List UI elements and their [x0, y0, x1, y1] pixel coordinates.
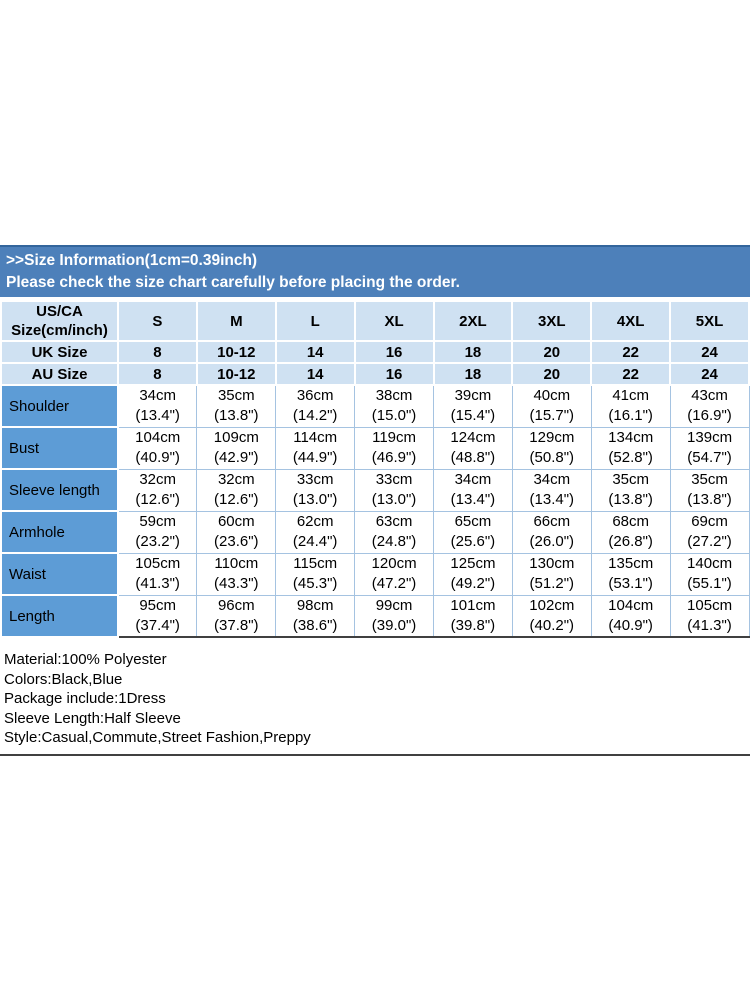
- measurement-cell: [355, 469, 434, 511]
- uk-size-label: UK Size: [1, 341, 118, 363]
- measurement-cm: 36cm: [296, 387, 334, 405]
- au-size-value: 20: [512, 363, 591, 385]
- measurement-inch: (26.0"): [529, 533, 575, 550]
- measurement-cm: 140cm: [687, 555, 733, 572]
- measurement-label: Shoulder: [1, 385, 118, 427]
- measurement-cell: [670, 427, 749, 469]
- measurement-inch: (16.9"): [687, 407, 732, 425]
- measurement-inch: (13.8"): [608, 491, 653, 508]
- measurement-cm: 124cm: [450, 429, 496, 446]
- measurement-inch: (50.8"): [529, 449, 575, 466]
- measurement-inch: (52.8"): [608, 449, 653, 466]
- measurement-cell: [591, 385, 670, 427]
- measurement-inch: (13.8"): [687, 491, 732, 508]
- size-column-header: 4XL: [591, 301, 670, 341]
- uk-size-value: 8: [118, 341, 197, 363]
- measurement-cell: [118, 595, 197, 637]
- measurement-cell: [118, 511, 197, 553]
- product-details: [0, 650, 750, 748]
- measurement-cm: 60cm: [217, 513, 255, 530]
- size-column-header: XL: [355, 301, 434, 341]
- measurement-inch: (53.1"): [608, 575, 653, 592]
- measurement-cell: [434, 595, 513, 637]
- detail-line: Style:Casual,Commute,Street Fashion,Preppy: [4, 729, 311, 746]
- measurement-cm: 129cm: [529, 429, 575, 446]
- measurement-cell: [670, 553, 749, 595]
- measurement-label: Bust: [1, 427, 118, 469]
- measurement-cm: 59cm: [139, 513, 177, 530]
- measurement-cm: 33cm: [296, 471, 334, 488]
- measurement-inch: (14.2"): [292, 407, 338, 425]
- measurement-inch: (13.0"): [292, 491, 338, 508]
- measurement-cell: [434, 553, 513, 595]
- measurement-inch: (38.6"): [292, 616, 338, 634]
- measurement-cell: [670, 595, 749, 637]
- uk-size-row: [1, 341, 749, 363]
- measurement-cm: 96cm: [217, 596, 255, 614]
- uk-size-value: 14: [276, 341, 355, 363]
- au-size-value: 16: [355, 363, 434, 385]
- measurement-cm: 104cm: [608, 596, 654, 614]
- measurement-inch: (37.4"): [135, 616, 180, 634]
- measurement-label: Armhole: [1, 511, 118, 553]
- detail-line: Colors:Black,Blue: [4, 670, 123, 688]
- usca-size-header-cell: [1, 301, 118, 341]
- measurement-cell: [591, 427, 670, 469]
- measurement-row: [1, 385, 749, 427]
- measurement-cm: 34cm: [139, 387, 177, 405]
- size-column-header: S: [118, 301, 197, 341]
- measurement-cm: 139cm: [687, 429, 733, 446]
- measurement-inch: (24.8"): [371, 533, 417, 550]
- measurement-cell: [512, 385, 591, 427]
- measurement-cm: 105cm: [687, 596, 733, 614]
- uk-size-value: 24: [670, 341, 749, 363]
- au-size-value: 10-12: [197, 363, 276, 385]
- measurement-cell: [512, 553, 591, 595]
- measurement-cell: [276, 469, 355, 511]
- uk-size-value: 18: [434, 341, 513, 363]
- measurement-inch: (23.2"): [135, 533, 180, 550]
- measurement-cell: [276, 595, 355, 637]
- measurement-inch: (40.9"): [608, 616, 653, 634]
- measurement-cell: [355, 511, 434, 553]
- measurement-cell: [591, 469, 670, 511]
- measurement-cm: 95cm: [139, 596, 177, 614]
- size-header-row: [1, 301, 749, 341]
- measurement-inch: (13.4"): [450, 491, 496, 508]
- measurement-inch: (13.0"): [371, 491, 417, 508]
- measurement-inch: (25.6"): [450, 533, 496, 550]
- measurement-cm: 35cm: [217, 387, 255, 405]
- measurement-inch: (41.3"): [687, 616, 732, 634]
- measurement-cell: [197, 595, 276, 637]
- measurement-cell: [591, 511, 670, 553]
- measurement-cm: 63cm: [375, 513, 413, 530]
- au-size-label: AU Size: [1, 363, 118, 385]
- measurement-cell: [118, 553, 197, 595]
- au-size-value: 18: [434, 363, 513, 385]
- measurement-cm: 134cm: [608, 429, 654, 446]
- measurement-inch: (16.1"): [608, 407, 653, 425]
- measurement-cm: 98cm: [296, 596, 334, 614]
- measurement-cell: [197, 427, 276, 469]
- measurement-cm: 135cm: [608, 555, 654, 572]
- measurement-cm: 120cm: [371, 555, 417, 572]
- measurement-cm: 65cm: [454, 513, 492, 530]
- measurement-inch: (44.9"): [292, 449, 338, 466]
- measurement-cell: [434, 427, 513, 469]
- measurement-inch: (37.8"): [214, 616, 259, 634]
- size-column-header: 5XL: [670, 301, 749, 341]
- measurement-cm: 68cm: [612, 513, 650, 530]
- measurement-cell: [197, 511, 276, 553]
- measurement-inch: (12.6"): [135, 491, 180, 508]
- measurement-inch: (13.4"): [529, 491, 575, 508]
- measurement-cell: [118, 469, 197, 511]
- measurement-cell: [276, 385, 355, 427]
- measurement-cell: [670, 511, 749, 553]
- measurement-cm: 39cm: [454, 387, 492, 405]
- measurement-cell: [197, 553, 276, 595]
- measurement-inch: (40.2"): [529, 616, 575, 634]
- measurement-cell: [355, 553, 434, 595]
- size-column-header: L: [276, 301, 355, 341]
- measurement-cell: [434, 469, 513, 511]
- uk-size-value: 16: [355, 341, 434, 363]
- au-size-value: 22: [591, 363, 670, 385]
- measurement-inch: (48.8"): [450, 449, 496, 466]
- measurement-cell: [512, 595, 591, 637]
- measurement-cm: 34cm: [454, 471, 492, 488]
- measurement-cell: [355, 595, 434, 637]
- measurement-cell: [591, 553, 670, 595]
- banner-title: >>Size Information(1cm=0.39inch): [6, 252, 258, 269]
- measurement-row: [1, 595, 749, 637]
- measurement-inch: (43.3"): [214, 575, 259, 592]
- measurement-cm: 43cm: [691, 387, 728, 405]
- measurement-inch: (55.1"): [687, 575, 732, 592]
- measurement-inch: (13.8"): [214, 407, 259, 425]
- measurement-row: [1, 469, 749, 511]
- measurement-cm: 104cm: [135, 429, 181, 446]
- measurement-inch: (12.6"): [214, 491, 259, 508]
- measurement-cm: 105cm: [135, 555, 181, 572]
- measurement-cell: [118, 385, 197, 427]
- measurement-cell: [670, 469, 749, 511]
- detail-line: Sleeve Length:Half Sleeve: [4, 709, 181, 727]
- uk-size-value: 20: [512, 341, 591, 363]
- measurement-cm: 114cm: [293, 429, 338, 446]
- measurement-inch: (54.7"): [687, 449, 732, 466]
- measurement-cell: [197, 385, 276, 427]
- measurement-inch: (46.9"): [371, 449, 417, 466]
- measurement-inch: (39.8"): [450, 616, 496, 634]
- measurement-label: Length: [1, 595, 118, 637]
- measurement-row: [1, 553, 749, 595]
- usca-size-line1: US/CA: [36, 303, 83, 320]
- measurement-cell: [276, 511, 355, 553]
- measurement-cm: 35cm: [691, 471, 728, 488]
- measurement-cm: 101cm: [450, 596, 496, 614]
- measurement-cm: 32cm: [217, 471, 255, 488]
- measurement-cm: 109cm: [213, 429, 259, 446]
- uk-size-value: 22: [591, 341, 670, 363]
- measurement-cell: [512, 427, 591, 469]
- measurement-inch: (47.2"): [371, 575, 417, 592]
- uk-size-value: 10-12: [197, 341, 276, 363]
- measurement-cm: 115cm: [293, 555, 338, 572]
- measurement-cm: 33cm: [375, 471, 413, 488]
- measurement-inch: (49.2"): [450, 575, 496, 592]
- measurement-cm: 35cm: [612, 471, 650, 488]
- measurement-cell: [197, 469, 276, 511]
- au-size-value: 14: [276, 363, 355, 385]
- measurement-cm: 69cm: [691, 513, 728, 530]
- measurement-inch: (15.7"): [529, 407, 575, 425]
- measurement-row: [1, 511, 749, 553]
- measurement-inch: (15.4"): [450, 407, 496, 425]
- au-size-row: [1, 363, 749, 385]
- measurement-cm: 41cm: [612, 387, 650, 405]
- bottom-divider: [0, 754, 750, 756]
- measurement-cell: [276, 427, 355, 469]
- size-table: [0, 300, 750, 638]
- measurement-inch: (45.3"): [292, 575, 338, 592]
- measurement-row: [1, 427, 749, 469]
- measurement-cm: 99cm: [375, 596, 413, 614]
- detail-line: Package include:1Dress: [4, 690, 166, 707]
- measurement-cell: [591, 595, 670, 637]
- measurement-inch: (13.4"): [135, 407, 180, 425]
- measurement-cm: 40cm: [533, 387, 571, 405]
- measurement-inch: (42.9"): [214, 449, 259, 466]
- measurement-inch: (51.2"): [529, 575, 575, 592]
- size-column-header: 3XL: [512, 301, 591, 341]
- measurement-inch: (26.8"): [608, 533, 653, 550]
- measurement-inch: (40.9"): [135, 449, 180, 466]
- measurement-cm: 34cm: [533, 471, 571, 488]
- size-info-banner: [0, 245, 750, 297]
- size-column-header: M: [197, 301, 276, 341]
- measurement-cell: [355, 427, 434, 469]
- measurement-cell: [670, 385, 749, 427]
- measurement-cm: 38cm: [375, 387, 413, 405]
- measurement-inch: (24.4"): [292, 533, 338, 550]
- measurement-label: Waist: [1, 553, 118, 595]
- measurement-cell: [434, 385, 513, 427]
- measurement-cell: [512, 511, 591, 553]
- detail-line: Material:100% Polyester: [4, 651, 167, 668]
- au-size-value: 8: [118, 363, 197, 385]
- measurement-inch: (27.2"): [687, 533, 732, 550]
- measurement-cell: [355, 385, 434, 427]
- measurement-cm: 125cm: [450, 555, 496, 572]
- measurement-cell: [276, 553, 355, 595]
- measurement-inch: (15.0"): [371, 407, 417, 425]
- measurement-inch: (23.6"): [214, 533, 259, 550]
- measurement-label: Sleeve length: [1, 469, 118, 511]
- measurement-inch: (41.3"): [135, 575, 180, 592]
- usca-size-line2: Size(cm/inch): [11, 322, 108, 339]
- au-size-value: 24: [670, 363, 749, 385]
- measurement-cm: 62cm: [296, 513, 334, 530]
- size-column-header: 2XL: [434, 301, 513, 341]
- measurement-inch: (39.0"): [371, 616, 417, 634]
- measurement-cell: [118, 427, 197, 469]
- measurement-cell: [434, 511, 513, 553]
- measurement-cm: 102cm: [529, 596, 575, 614]
- top-whitespace: [0, 0, 750, 245]
- measurement-cell: [512, 469, 591, 511]
- measurement-cm: 119cm: [372, 429, 417, 446]
- measurement-cm: 66cm: [533, 513, 571, 530]
- measurement-cm: 110cm: [214, 555, 259, 572]
- measurement-cm: 32cm: [139, 471, 177, 488]
- measurement-cm: 130cm: [529, 555, 575, 572]
- banner-subtitle: Please check the size chart carefully before placing the order.: [6, 274, 460, 291]
